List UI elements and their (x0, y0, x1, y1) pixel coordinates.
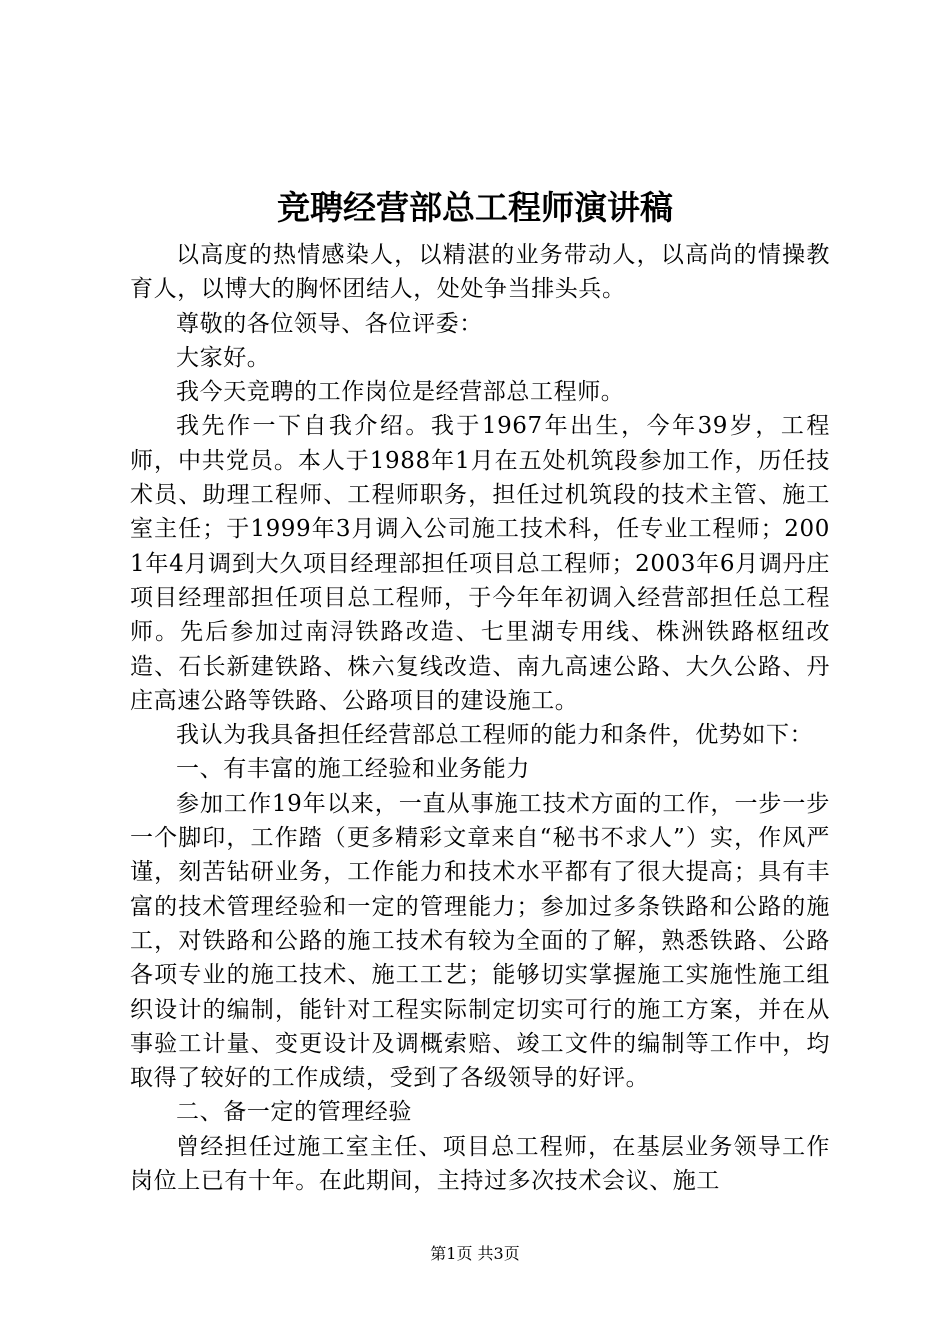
document-body (130, 238, 830, 1198)
section-heading-1: 一、有丰富的施工经验和业务能力 (176, 756, 530, 783)
paragraph-experience: 参加工作19年以来，一直从事施工技术方面的工作，一步一步一个脚印，工作踏（更多精彩文章来自“秘书不求人”）实，作风严谨，刻苦钻研业务，工作能力和技术水平都有了很大提高；具有丰富的技术管理经验和一定的管理能力；参加过多条铁路和公路的施工，对铁路和公路的施工技术有较为全面的了解，熟悉铁路、公路各项专业的施工技术、施工工艺；能够切实掌握施工实施性施工组织设计的编制，能针对工程实际制定切实可行的施工方案，并在从事验工计量、变更设计及调概索赔、竣工文件的编制等工作中，均取得了较好的工作成绩，受到了各级领导的好评。 (130, 790, 830, 1092)
paragraph-position: 我今天竞聘的工作岗位是经营部总工程师。 (176, 379, 625, 406)
paragraph-salutation: 尊敬的各位领导、各位评委： (176, 310, 483, 337)
paragraph-advantages-intro: 我认为我具备担任经营部总工程师的能力和条件，优势如下： (176, 722, 814, 749)
page-number: 第1页 共3页 (430, 1244, 520, 1263)
paragraph-intro: 以高度的热情感染人，以精湛的业务带动人，以高尚的情操教育人，以博大的胸怀团结人，处处争当排头兵。 (130, 242, 830, 303)
paragraph-self-introduction: 我先作一下自我介绍。我于1967年出生，今年39岁，工程师，中共党员。本人于1988年1月在五处机筑段参加工作，历任技术员、助理工程师、工程师职务，担任过机筑段的技术主管、施工室主任；于1999年3月调入公司施工技术科，任专业工程师；2001年4月调到大久项目经理部担任项目总工程师；2003年6月调丹庄项目经理部担任项目总工程师，于今年年初调入经营部担任总工程师。先后参加过南浔铁路改造、七里湖专用线、株洲铁路枢纽改造、石长新建铁路、株六复线改造、南九高速公路、大久公路、丹庄高速公路等铁路、公路项目的建设施工。 (130, 413, 830, 714)
document-title: 竞聘经营部总工程师演讲稿 (277, 188, 673, 227)
paragraph-greeting: 大家好。 (176, 344, 271, 371)
section-heading-2: 二、备一定的管理经验 (176, 1099, 412, 1126)
paragraph-management: 曾经担任过施工室主任、项目总工程师，在基层业务领导工作岗位上已有十年。在此期间，主持过多次技术会议、施工 (130, 1133, 830, 1195)
